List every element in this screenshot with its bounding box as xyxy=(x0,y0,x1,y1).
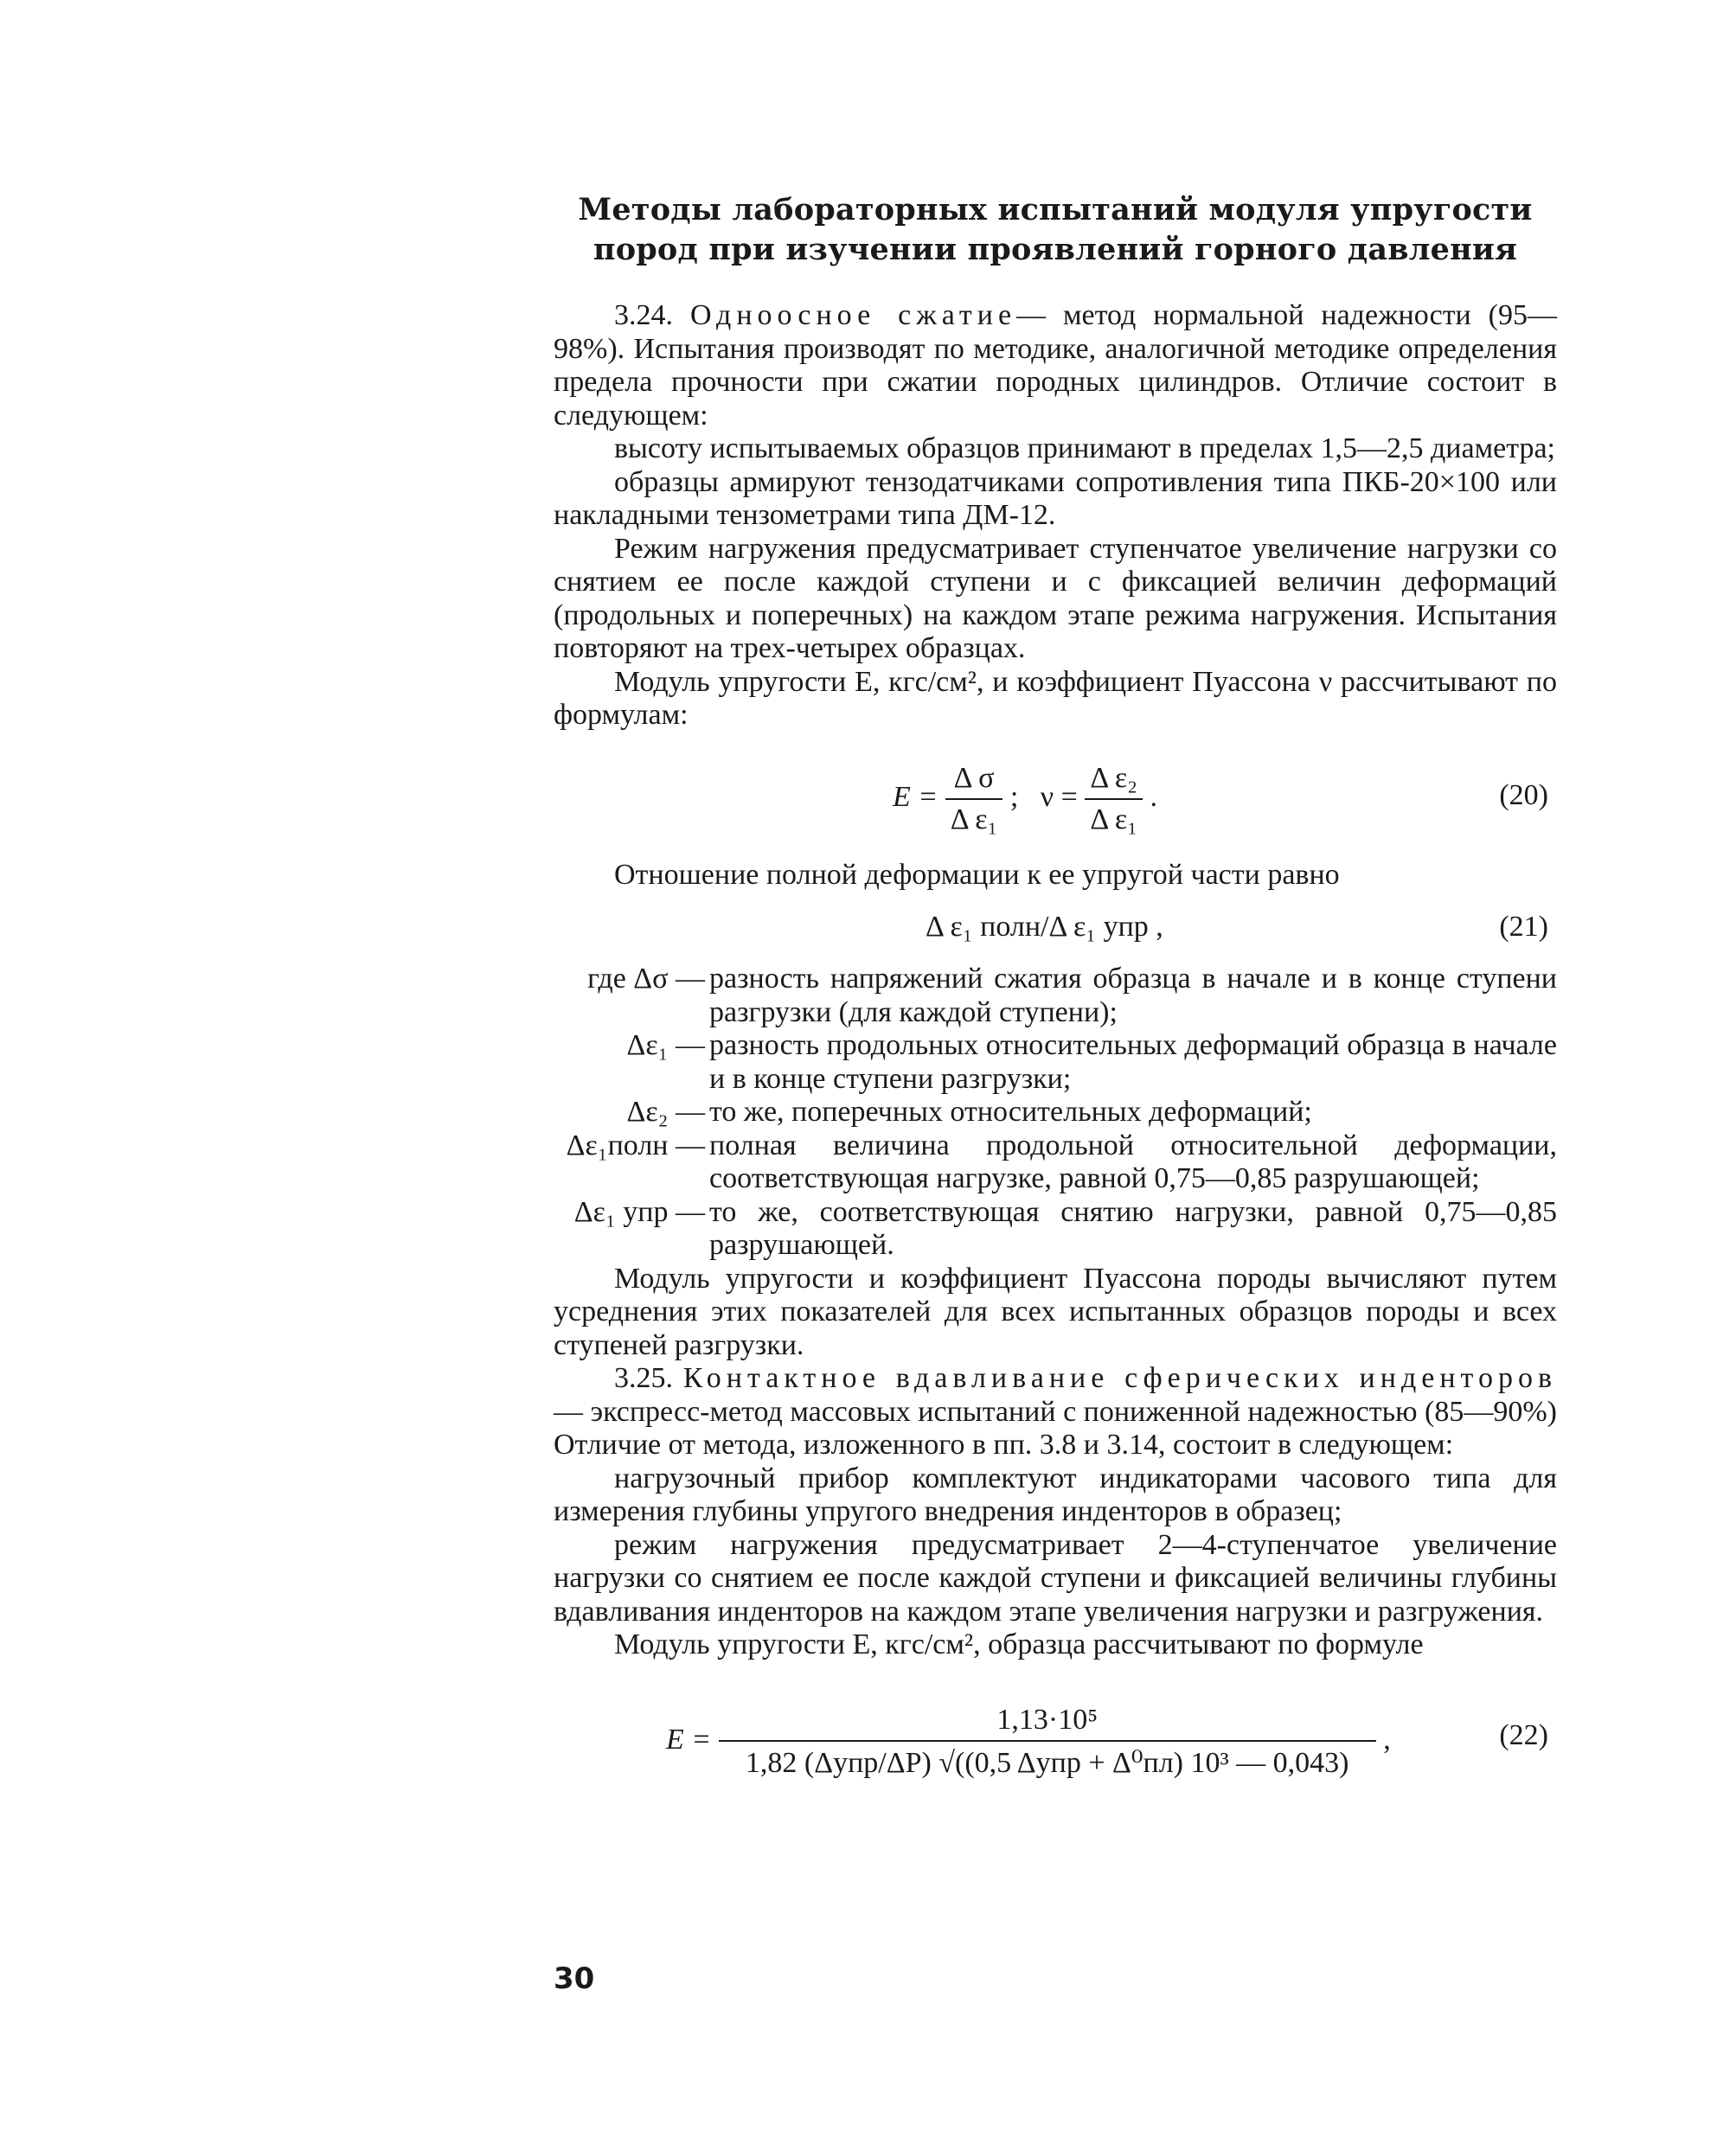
formula-21 xyxy=(554,892,1557,954)
fraction-denominator: 1,82 (Δупр/ΔP) √((0,5 Δупр + Δ⁰пл) 10³ — 0,043) xyxy=(745,1746,1349,1779)
clause-number: 3.24. xyxy=(614,299,673,331)
equation-number-20: (20) xyxy=(1499,778,1548,811)
title-line-1: Методы лабораторных испытаний модуля упругости xyxy=(578,192,1533,227)
formula-20-lhs-E: E = xyxy=(893,780,938,813)
fraction-denominator: Δ ε₁ xyxy=(950,803,998,835)
clause-text: — метод нормальной надежности (95—98%). Испытания производят по методике, аналогичной методике определения предела прочности при сжатии породных цилиндров. Отличие состоит в следующем: xyxy=(554,299,1557,432)
paragraph-loading-mode: Режим нагружения предусматривает ступенчатое увеличение нагрузки со снятием ее после каждой ступени и с фиксацией величин деформаций (продольных и поперечных) на каждом этапе режима нагружения. Испытания повторяют на трех-четырех образцах. xyxy=(554,532,1557,664)
clause-term: Одноосное сжатие xyxy=(689,299,1017,331)
definition-symbol: Δε₁полн — xyxy=(566,1129,705,1161)
definition-item xyxy=(554,1029,1557,1096)
paragraph-averaging: Модуль упругости и коэффициент Пуассона породы вычисляют путем усреднения этих показателей для всех испытанных образцов породы и всех ступеней разгрузки. xyxy=(554,1262,1557,1361)
definition-symbol: где Δσ — xyxy=(587,963,705,995)
formula-22-lhs-E: E = xyxy=(666,1723,712,1756)
fraction-numerator: Δ σ xyxy=(945,762,1003,800)
list-item: нагрузочный прибор комплектуют индикаторами часового типа для измерения глубины упругого внедрения инденторов в образец; xyxy=(554,1462,1557,1527)
formula-20-lhs-nu: ν = xyxy=(1040,780,1078,813)
clause-number: 3.25. xyxy=(614,1362,673,1394)
page-number: 30 xyxy=(554,1961,595,1996)
formula-22 xyxy=(554,1678,1557,1807)
formula-21-expression: Δ ε₁ полн/Δ ε₁ упр , xyxy=(926,911,1163,943)
definition-item xyxy=(554,963,1557,1029)
definitions-list xyxy=(554,963,1557,1263)
clause-term: Контактное вдавливание сферических инденторов xyxy=(682,1362,1557,1394)
list-item: образцы армируют тензодатчиками сопротивления типа ПКБ-20×100 или накладными тензометрами типа ДМ-12. xyxy=(554,465,1557,531)
definition-text: разность продольных относительных деформаций образца в начале и в конце ступени разгрузки; xyxy=(709,1029,1557,1095)
formula-20-fraction-nu xyxy=(1085,762,1143,836)
definition-text: разность напряжений сжатия образца в начале и в конце ступени разгрузки (для каждой ступени); xyxy=(709,963,1557,1028)
definition-symbol: Δε₂ — xyxy=(626,1096,705,1128)
definition-symbol: Δε₁ — xyxy=(626,1029,705,1061)
paragraph-modulus-formula-intro: Модуль упругости E, кгс/см², образца рассчитывают по формуле xyxy=(614,1628,1424,1660)
paragraph-modulus-intro: Модуль упругости E, кгс/см², и коэффициент Пуассона ν рассчитывают по формулам: xyxy=(554,665,1557,731)
formula-20 xyxy=(554,746,1557,850)
definition-item xyxy=(554,1129,1557,1196)
definition-item xyxy=(554,1096,1557,1129)
title-line-2: пород при изучении проявлений горного давления xyxy=(593,232,1518,267)
fraction-denominator: Δ ε₁ xyxy=(1090,803,1137,835)
formula-end: . xyxy=(1150,780,1157,813)
paragraph-ratio: Отношение полной деформации к ее упругой части равно xyxy=(614,858,1340,891)
section-title xyxy=(554,190,1557,270)
clause-text: — экспресс-метод массовых испытаний с пониженной надежностью (85—90%) Отличие от метода, изложенного в пп. 3.8 и 3.14, состоит в следующем: xyxy=(554,1395,1557,1461)
list-item: высоту испытываемых образцов принимают в пределах 1,5—2,5 диаметра; xyxy=(614,432,1555,464)
formula-separator: ; xyxy=(1009,780,1019,813)
equation-number-21: (21) xyxy=(1499,911,1548,943)
formula-end: , xyxy=(1383,1723,1391,1756)
paragraph-3-25 xyxy=(554,1362,1557,1462)
formula-22-fraction xyxy=(719,1704,1376,1780)
definition-text: то же, соответствующая снятию нагрузки, равной 0,75—0,85 разрушающей. xyxy=(709,1195,1557,1261)
definition-text: то же, поперечных относительных деформаций; xyxy=(709,1096,1312,1128)
formula-20-fraction-E xyxy=(945,762,1003,836)
fraction-numerator: Δ ε₂ xyxy=(1085,762,1143,800)
definition-text: полная величина продольной относительной деформации, соответствующая нагрузке, равной 0,75—0,85 разрушающей; xyxy=(709,1129,1557,1194)
paragraph-3-24 xyxy=(554,299,1557,432)
definition-item xyxy=(554,1196,1557,1263)
document-page xyxy=(554,190,1557,1807)
equation-number-22: (22) xyxy=(1499,1718,1548,1751)
definition-symbol: Δε₁ упр — xyxy=(573,1195,705,1228)
fraction-numerator: 1,13·10⁵ xyxy=(719,1704,1376,1742)
list-item: режим нагружения предусматривает 2—4-ступенчатое увеличение нагрузки со снятием ее после каждой ступени и фиксацией величины глубины вдавливания инденторов на каждом этапе увеличения нагрузки и разгружения. xyxy=(554,1528,1557,1628)
